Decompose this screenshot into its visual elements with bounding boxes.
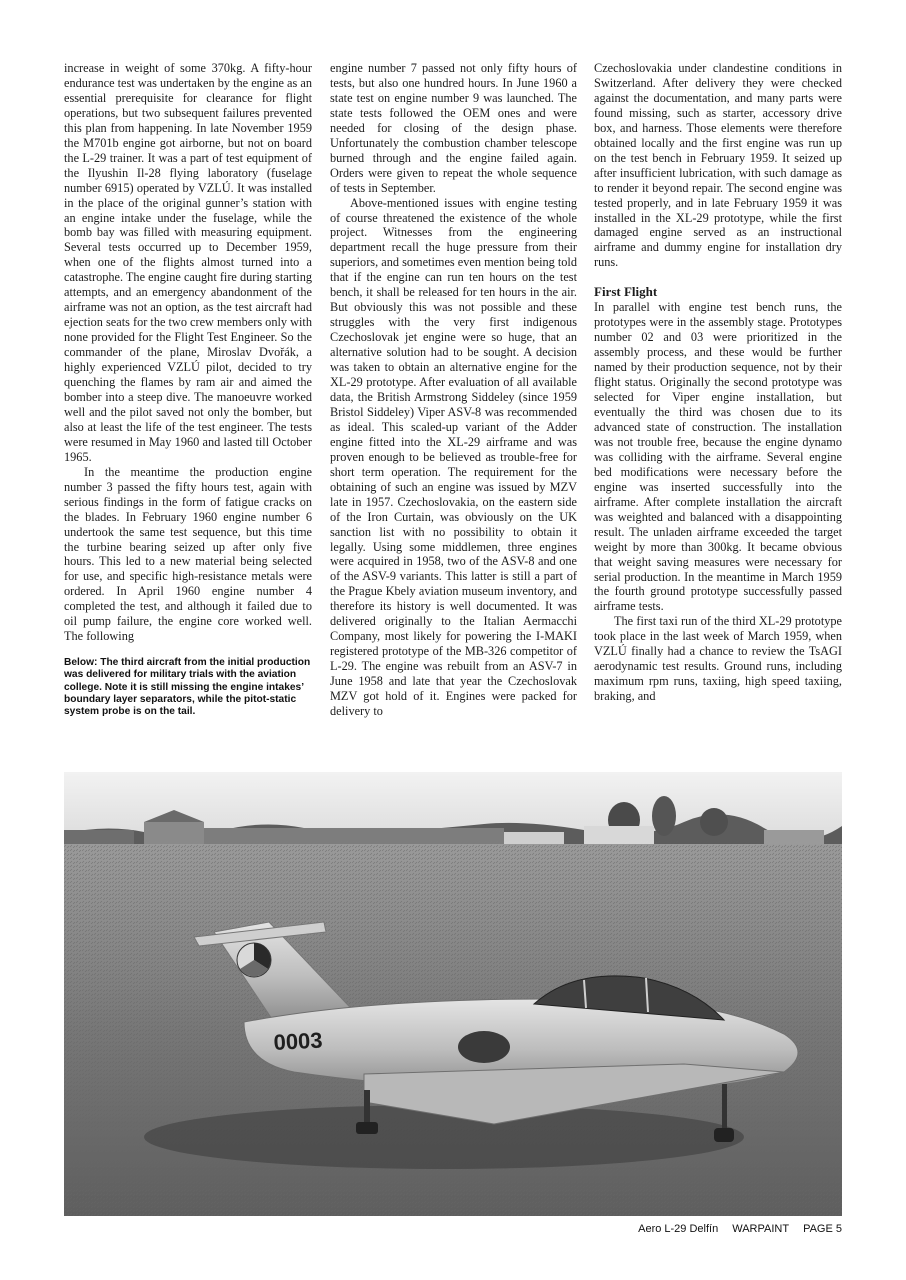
text-column-2 <box>330 61 577 719</box>
footer-publication: WARPAINT <box>732 1223 790 1235</box>
photo-caption: Below: The third aircraft from the initial production was delivered for military trials with the aviation college. Note it is still missing the engine intakes’ boundary layer separators, while the pitot-static system probe is on the tail. <box>64 657 311 718</box>
paragraph: engine number 7 passed not only fifty hours of tests, but also one hundred hours. In June 1960 a state test on engine number 9 was launched. The state tests followed the OEM ones and were needed for closing of the design phase. Unfortunately the combustion chamber telescope burned through and the engine failed again. Orders were given to repeat the whole sequence of tests in September. <box>330 61 577 195</box>
engine-intake <box>458 1031 510 1063</box>
tail-roundel <box>237 943 271 977</box>
paragraph: increase in weight of some 370kg. A fifty-hour endurance test was undertaken by the engine as an essential prerequisite for clearance for flight operations, but two subsequent failures prevented this plan from happening. In late November 1959 the M701b engine got airborne, but not on board the L-29 trainer. It was a part of test equipment of the Ilyushin Il-28 flying laboratory (fuselage number 6915) operated by VZLÚ. It was installed in the place of the original gunner’s station with an engine intake under the fuselage, while the bomb bay was filled with measuring equipment. Several tests occurred up to December 1959, when one of the flights almost turned into a catastrophe. The engine caught fire during starting attempts, and an emergency abandonment of the airframe was not an option, as the test aircraft had ejection seats for the two crew members only with none provided for the Flight Test Engineer. So the commander of the plane, Miroslav Dvořák, a highly experienced VZLÚ pilot, decided to try quenching the flames by ram air and aimed the bomber into a steep dive. The manoeuvre worked well and the pilot saved not only the bomber, but also at least the life of the test engineer. The tests were resumed in May 1960 and lasted till October 1965. <box>64 61 313 464</box>
nose-gear <box>722 1084 727 1134</box>
paragraph: In parallel with engine test bench runs, the prototypes were in the assembly stage. Prototypes number 02 and 03 were prioritized in the assembly process, and these would be further named by their production sequence, not by their flight status. Originally the second prototype was selected for Viper engine installation, but eventually the third was chosen due to its advanced state of construction. The installation was not trouble free, because the engine dynamo was colliding with the airframe. Several engine bed modifications were necessary before the engine was inserted successfully into the airframe. After complete installation the aircraft was weighted and balanced with a disappointing result. The unladen airframe exceeded the target weight by more than 300kg. It became obvious that weight saving measures were necessary for serial production. In the meantime in March 1959 the fourth ground prototype successfully passed airframe tests. <box>594 300 842 614</box>
text-column-1 <box>64 61 312 719</box>
page-number: PAGE 5 <box>803 1223 842 1235</box>
text-column-3 <box>594 61 842 704</box>
aircraft-photo <box>64 772 842 1216</box>
aircraft-code: 0003 <box>272 1027 324 1055</box>
page-footer <box>624 1223 842 1235</box>
footer-title: Aero L-29 Delfín <box>638 1223 719 1235</box>
section-heading: First Flight <box>594 284 658 300</box>
paragraph: Czechoslovakia under clandestine conditions in Switzerland. After delivery they were checked against the documentation, and many parts were found missing, such as starter, accessory drive box, and harness. Those elements were therefore obtained locally and the first engine was run up on the test bench in February 1959. It seized up after insufficient lubrication, with such damage as to render it beyond repair. The second engine was tested properly, and in late February 1959 it was installed in the XL-29 prototype, while the first damaged engine served as an instructional airframe and dummy engine for installation dry runs. <box>594 61 842 270</box>
paragraph: The first taxi run of the third XL-29 prototype took place in the last week of March 1959, when VZLÚ finally had a chance to review the TsAGI aerodynamic test results. Ground runs, including maximum rpm runs, taxiing, high speed taxiing, braking, and <box>594 614 842 704</box>
paragraph: In the meantime the production engine number 3 passed the fifty hours test, again with serious findings in the form of fatigue cracks on the blades. In February 1960 engine number 6 undertook the same test sequence, but this time the turbine bearing seized up after only five hours. This led to a new material being selected for use, and specific high-resistance metals were ordered. In April 1960 engine number 4 completed the test, and although it failed due to oil pump failure, the engine core worked well. The following <box>64 464 312 644</box>
paragraph: Above-mentioned issues with engine testing of course threatened the existence of the whole project. Witnesses from the engineering department recall the huge pressure from their superiors, and sometimes even mention being told that if the engine can run ten hours on the test bench, it shall be released for ten hours in the air. But obviously this was not possible and these struggles with the very first indigenous Czechoslovak jet engine were so huge, that an alternative solution had to be sought. A decision was taken to obtain an alternative engine for the XL-29 prototype. After evaluation of all available data, the British Armstrong Siddeley (since 1959 Bristol Siddeley) Viper ASV-8 was recommended as ideal. This scaled-up variant of the Adder engine fitted into the XL-29 airframe and was proven enough to be believed as trouble-free for short term operation. The requirement for the obtaining of such an engine was issued by MZV late in 1957. Czechoslovakia, on the eastern side of the Iron Curtain, was obviously on the UK sanction list with no possibility to obtain it legally. Using some middlemen, three engines were acquired in 1958, two of the ASV-8 and one of the ASV-9 variants. This latter is still a part of the Prague Kbely aviation museum inventory, and therefore its history is well documented. It was delivered originally to the Italian Aermacchi Company, most likely for powering the I-MAKI registered prototype of the MB-326 competitor of L-29. The engine was rebuilt from an ASV-7 in June 1958 and late that year the Czechoslovak MZV got hold of it. Engines were packed for delivery to <box>330 195 577 718</box>
